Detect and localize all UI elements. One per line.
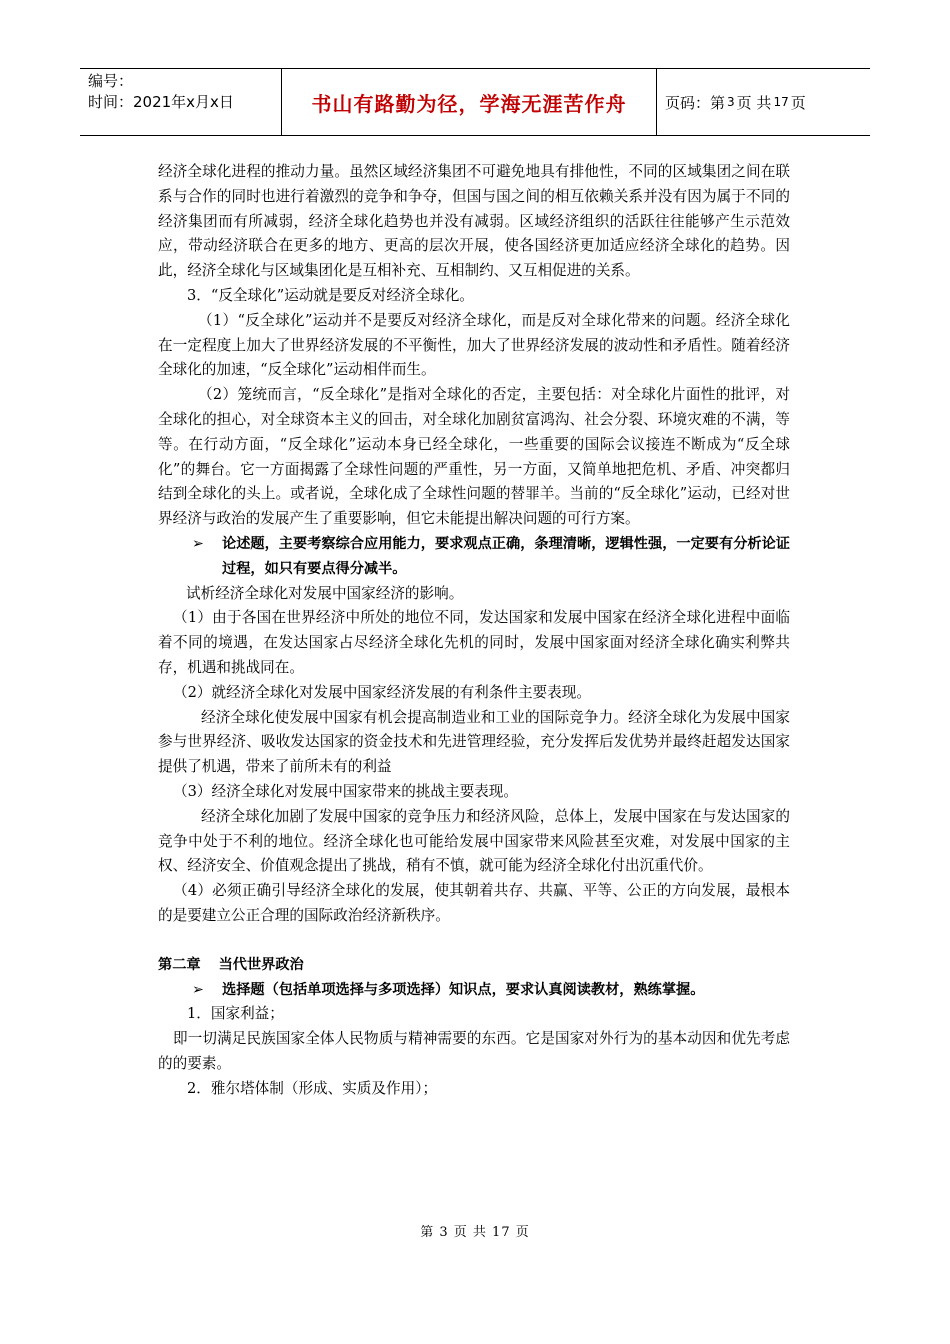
arrow-bullet-icon: ➢ xyxy=(192,535,204,552)
paragraph: （1）“反全球化”运动并不是要反对经济全球化，而是反对全球化带来的问题。经济全球化在一定程度上加大了世界经济发展的不平衡性，加大了世界经济发展的波动性和矛盾性。随着经济全球化的加速，“反全球化”运动相伴而生。 xyxy=(158,311,790,379)
paragraph: 1．国家利益； xyxy=(187,1005,284,1023)
paragraph: （2）就经济全球化对发展中国家经济发展的有利条件主要表现。 xyxy=(173,683,591,701)
bullet-choice-section xyxy=(158,978,790,1003)
page-suffix: 页 xyxy=(790,93,806,112)
paragraph: （1）由于各国在世界经济中所处的地位不同，发达国家和发展中国家在经济全球化进程中面临着不同的境遇，在发达国家占尽经济全球化先机的同时，发展中国家面对经济全球化确实利弊共存，机遇和挑战同在。 xyxy=(158,609,790,676)
paragraph: 试析经济全球化对发展中国家经济的影响。 xyxy=(186,584,464,602)
chapter-heading xyxy=(158,953,790,978)
paragraph: 2．雅尔塔体制（形成、实质及作用）； xyxy=(187,1079,438,1097)
page-number: 3 xyxy=(727,95,735,109)
paragraph: 经济全球化加剧了发展中国家的竞争压力和经济风险，总体上，发展中国家在与发达国家的竞争中处于不利的地位。经济全球化也可能给发展中国家带来风险甚至灾难，对发展中国家的主权、经济安全、价值观念提出了挑战，稍有不慎，就可能为经济全球化付出沉重代价。 xyxy=(158,807,790,875)
paragraph: （3）经济全球化对发展中国家带来的挑战主要表现。 xyxy=(173,782,518,800)
page-prefix: 页码：第 xyxy=(665,93,726,112)
page-footer: 第 3 页 共 17 页 xyxy=(420,1225,530,1240)
header-motto: 书山有路勤为径，学海无涯苦作舟 xyxy=(282,69,657,135)
bullet-essay-section xyxy=(158,532,790,582)
page-header xyxy=(80,68,870,136)
paragraph: 经济全球化进程的推动力量。虽然区域经济集团不可避免地具有排他性，不同的区域集团之间在联系与合作的同时也进行着激烈的竞争和争夺，但国与国之间的相互依赖关系并没有因为属于不同的经济集团而有所减弱，经济全球化趋势也并没有减弱。区域经济组织的活跃往往能够产生示范效应，带动经济联合在更多的地方、更高的层次开展，使各国经济更加适应经济全球化的趋势。因此，经济全球化与区域集团化是互相补充、互相制约、又互相促进的关系。 xyxy=(158,163,790,280)
paragraph: 经济全球化使发展中国家有机会提高制造业和工业的国际竞争力。经济全球化为发展中国家参与世界经济、吸收发达国家的资金技术和先进管理经验，充分发挥后发优势并最终赶超发达国家提供了机遇，带来了前所未有的利益 xyxy=(158,708,790,776)
chapter-number: 第二章 xyxy=(158,956,201,973)
paragraph: （4）必须正确引导经济全球化的发展，使其朝着共存、共赢、平等、公正的方向发展，最根本的是要建立公正合理的国际政治经济新秩序。 xyxy=(158,882,790,924)
document-body xyxy=(158,160,790,1101)
page-mid: 页 共 xyxy=(736,93,772,112)
arrow-bullet-icon: ➢ xyxy=(192,981,204,998)
bullet-text: 论述题，主要考察综合应用能力，要求观点正确，条理清晰，逻辑性强，一定要有分析论证过程，如只有要点得分减半。 xyxy=(222,535,790,577)
bullet-text: 选择题（包括单项选择与多项选择）知识点，要求认真阅读教材，熟练掌握。 xyxy=(222,981,705,998)
paragraph: 即一切满足民族国家全体人民物质与精神需要的东西。它是国家对外行为的基本动因和优先考虑的的要素。 xyxy=(158,1030,790,1072)
paragraph: 3．“反全球化”运动就是要反对经济全球化。 xyxy=(187,286,474,304)
chapter-title: 当代世界政治 xyxy=(218,956,304,973)
document-number-label: 编号： xyxy=(88,72,134,90)
paragraph: （2）笼统而言，“反全球化”是指对全球化的否定，主要包括：对全球化片面性的批评，对全球化的担心，对全球资本主义的回击，对全球化加剧贫富鸿沟、社会分裂、环境灾难的不满，等等。在行动方面，“反全球化”运动本身已经全球化，一些重要的国际会议接连不断成为“反全球化”的舞台。它一方面揭露了全球性问题的严重性，另一方面，又简单地把危机、矛盾、冲突都归结到全球化的头上。或者说，全球化成了全球性问题的替罪羊。当前的“反全球化”运动，已经对世界经济与政治的发展产生了重要影响，但它未能提出解决问题的可行方案。 xyxy=(158,386,790,528)
header-page-indicator xyxy=(657,69,870,135)
header-meta xyxy=(80,69,282,135)
page-total: 17 xyxy=(773,95,789,109)
document-time-label: 时间：2021年x月x日 xyxy=(88,93,234,111)
